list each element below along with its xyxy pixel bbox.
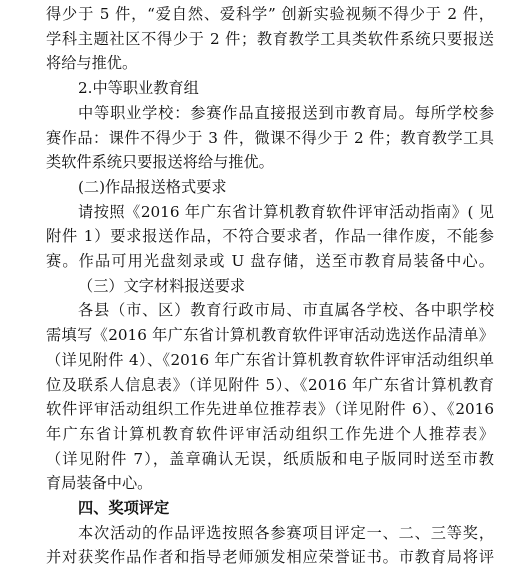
text-line: 育局装备中心。 bbox=[46, 474, 153, 493]
text-line: 类软件系统只要报送将给与推优。 bbox=[46, 153, 274, 172]
text-line: 学科主题社区不得少于 2 件；教育教学工具类软件系统只要报送 bbox=[46, 29, 494, 48]
text-line: 位及联系人信息表》（详见附件 5）、《2016 年广东省计算机教育 bbox=[46, 375, 494, 394]
text-line: (二)作品报送格式要求 bbox=[78, 177, 227, 196]
text-line: 并对获奖作品作者和指导老师颁发相应荣誉证书。市教育局将评 bbox=[46, 548, 494, 567]
section-heading: 四、奖项评定 bbox=[78, 499, 170, 517]
text-line: 附件 1）要求报送作品，不符合要求者，作品一律作废，不能参 bbox=[46, 227, 494, 246]
text-line: 请按照《2016 年广东省计算机教育软件评审活动指南》( 见 bbox=[78, 202, 494, 221]
text-line: 将给与推优。 bbox=[46, 54, 138, 73]
text-line: 2.中等职业教育组 bbox=[78, 79, 199, 98]
text-line: （三）文字材料报送要求 bbox=[78, 276, 246, 295]
text-line: 需填写《2016 年广东省计算机教育软件评审活动选送作品清单》 bbox=[46, 326, 494, 345]
text-line: 本次活动的作品评选按照各参赛项目评定一、二、三等奖， bbox=[78, 523, 494, 542]
text-line: 中等职业学校：参赛作品直接报送到市教育局。每所学校参 bbox=[78, 103, 494, 122]
text-line: （详见附件 4）、《2016 年广东省计算机教育软件评审活动组织单 bbox=[46, 350, 494, 369]
text-line: 软件评审活动组织工作先进单位推荐表》（详见附件 6）、《2016 bbox=[46, 400, 494, 419]
text-line: 赛。作品可用光盘刻录或 U 盘存储，送至市教育局装备中心。 bbox=[46, 252, 494, 270]
text-line: 各县（市、区）教育行政市局、市直属各学校、各中职学校 bbox=[78, 301, 494, 320]
text-line: 赛作品：课件不得少于 3 件，微课不得少于 2 件；教育教学工具 bbox=[46, 128, 494, 147]
text-line: 得少于 5 件，“爱自然、爱科学” 创新实验视频不得少于 2 件， bbox=[46, 5, 494, 23]
text-line: 年广东省计算机教育软件评审活动组织工作先进个人推荐表》 bbox=[46, 424, 494, 443]
text-line: （详见附件 7），盖章确认无误，纸质版和电子版同时送至市教 bbox=[46, 449, 494, 468]
